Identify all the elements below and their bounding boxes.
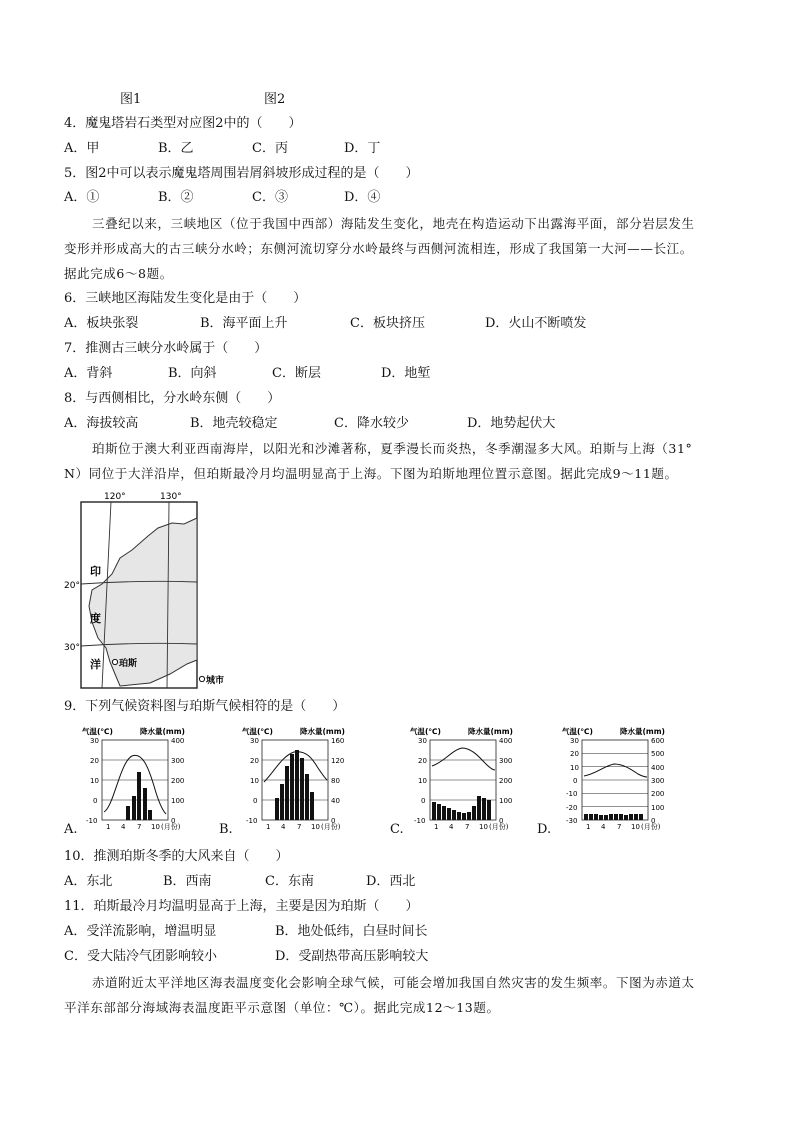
question-5-stem: 5．图2中可以表示魔鬼塔周围岩屑斜坡形成过程的是（ ） [64, 166, 419, 181]
q9-option-d[interactable]: D. [537, 822, 552, 837]
chart-d-ptick: 0 [651, 817, 656, 825]
lat-label-30: 30° [64, 643, 80, 653]
chart-b-temp-label: 气温(℃) [242, 727, 273, 736]
chart-d-bar [639, 814, 643, 820]
chart-c-ytick: 10 [418, 777, 427, 785]
q9-option-c[interactable]: C. [390, 822, 404, 837]
chart-d-xtick: 10 [631, 823, 640, 831]
chart-d-temp-curve [584, 764, 647, 777]
chart-a-bar [132, 796, 136, 820]
q10-option-c[interactable]: C．东南 [265, 874, 314, 889]
q11-option-b[interactable]: B．地处低纬，白昼时间长 [275, 924, 428, 939]
chart-d-bar [589, 814, 593, 820]
chart-a-ytick: -10 [86, 817, 98, 825]
q5-option-a[interactable]: A．① [64, 190, 100, 205]
chart-c-bar [472, 806, 476, 820]
q7-option-c[interactable]: C．断层 [272, 366, 321, 381]
chart-b-bar [285, 766, 289, 820]
chart-b-xtick: 7 [297, 823, 302, 831]
chart-a-month-label: (月份) [161, 823, 181, 831]
q4-option-c[interactable]: C．丙 [252, 141, 288, 156]
passage-3-line-1: 赤道附近太平洋地区海表温度变化会影响全球气候，可能会增加我国自然灾害的发生频率。下图为赤道太 [92, 975, 695, 990]
chart-a-bar [126, 806, 130, 820]
chart-a-ptick: 100 [171, 797, 185, 805]
chart-c-bar [482, 798, 486, 820]
lat-label-20: 20° [64, 581, 80, 591]
chart-b-bar [290, 754, 294, 820]
chart-b-bar [280, 784, 284, 820]
chart-b-bar [310, 792, 314, 820]
chart-d-bar [634, 814, 638, 820]
q5-option-b[interactable]: B．② [158, 190, 194, 205]
climate-chart-c [408, 726, 518, 838]
lon-label-120: 120° [104, 492, 126, 502]
lon-label-130: 130° [160, 492, 182, 502]
chart-b-ytick: 0 [253, 797, 258, 805]
passage-3-line-2: 平洋东部部分海域海表温度距平示意图（单位：℃）。据此完成12～13题。 [64, 1000, 500, 1015]
chart-c-ptick: 400 [499, 737, 513, 745]
q10-option-a[interactable]: A．东北 [64, 874, 113, 889]
q5-option-c[interactable]: C．③ [252, 190, 288, 205]
q10-option-b[interactable]: B．西南 [163, 874, 212, 889]
q11-option-d[interactable]: D．受副热带高压影响较大 [275, 949, 429, 964]
q6-option-d[interactable]: D．火山不断喷发 [485, 316, 587, 331]
passage-1-line-2: 变形并形成高大的古三峡分水岭；东侧河流切穿分水岭最终与西侧河流相连，形成了我国第一大河——长江。 [64, 241, 693, 256]
question-9-stem: 9．下列气候资料图与珀斯气候相符的是（ ） [64, 699, 346, 714]
question-4-stem: 4．魔鬼塔岩石类型对应图2中的（ ） [64, 116, 302, 131]
legend-city-marker [199, 676, 204, 681]
chart-a-bar [137, 772, 141, 820]
chart-c-xtick: 7 [465, 823, 470, 831]
chart-c-ptick: 100 [499, 797, 513, 805]
chart-a-bar [143, 788, 147, 820]
chart-d-ytick: 0 [573, 777, 578, 785]
chart-c-bar [437, 804, 441, 820]
q8-option-d[interactable]: D．地势起伏大 [467, 416, 556, 431]
chart-d-ptick: 600 [651, 737, 665, 745]
chart-d-bar [619, 814, 623, 820]
chart-c-month-label: (月份) [489, 823, 509, 831]
chart-c-bar [462, 813, 466, 820]
chart-c-bar [452, 810, 456, 820]
chart-d-xtick: 1 [586, 823, 591, 831]
chart-c-bar [467, 812, 471, 820]
passage-2-line-1: 珀斯位于澳大利亚西南海岸，以阳光和沙滩著称，夏季漫长而炎热，冬季潮湿多大风。珀斯与上海（31° [92, 441, 693, 456]
chart-b-ptick: 120 [331, 757, 345, 765]
chart-b-precip-label: 降水量(mm) [300, 727, 345, 736]
chart-d-bar [609, 814, 613, 820]
chart-d-ytick: 30 [570, 737, 579, 745]
q4-option-a[interactable]: A．甲 [64, 141, 100, 156]
chart-d-bar [624, 815, 628, 820]
chart-b-bar [275, 798, 279, 820]
climate-chart-b [240, 726, 350, 838]
chart-c-ptick: 0 [499, 817, 504, 825]
chart-c-temp-label: 气温(℃) [410, 727, 441, 736]
chart-b-xtick: 10 [311, 823, 320, 831]
chart-a-ptick: 300 [171, 757, 185, 765]
chart-d-ytick: 20 [570, 750, 579, 758]
q8-option-a[interactable]: A．海拔较高 [64, 416, 139, 431]
chart-d-ptick: 200 [651, 790, 665, 798]
chart-a-xtick: 10 [151, 823, 160, 831]
chart-b-ytick: 10 [250, 777, 259, 785]
chart-d-bar [629, 814, 633, 820]
chart-a-precip-label: 降水量(mm) [140, 727, 185, 736]
chart-c-ytick: 0 [421, 797, 426, 805]
q8-option-b[interactable]: B．地壳较稳定 [190, 416, 278, 431]
ocean-char-3: 洋 [90, 658, 101, 671]
chart-c-ytick: 30 [418, 737, 427, 745]
q4-option-d[interactable]: D．丁 [344, 141, 381, 156]
chart-b-bar [305, 774, 309, 820]
chart-b-ytick: 30 [250, 737, 259, 745]
chart-b-xtick: 4 [281, 823, 286, 831]
question-7-stem: 7．推测古三峡分水岭属于（ ） [64, 341, 268, 356]
perth-location-map [62, 488, 232, 693]
chart-b-xtick: 1 [266, 823, 271, 831]
chart-d-bar [614, 814, 618, 820]
q7-option-d[interactable]: D．地堑 [381, 366, 431, 381]
chart-d-bar [584, 814, 588, 820]
chart-c-bar [447, 808, 451, 820]
chart-d-xtick: 7 [617, 823, 622, 831]
chart-b-ptick: 80 [331, 777, 340, 785]
chart-a-xtick: 7 [137, 823, 142, 831]
chart-a-ytick: 20 [90, 757, 99, 765]
q8-option-c[interactable]: C．降水较少 [334, 416, 409, 431]
chart-a-ptick: 400 [171, 737, 185, 745]
chart-a-xtick: 1 [106, 823, 111, 831]
chart-a-ptick: 0 [171, 817, 176, 825]
climate-chart-a [80, 726, 190, 838]
chart-c-bar [487, 800, 491, 820]
q11-option-a[interactable]: A．受洋流影响，增温明显 [64, 924, 217, 939]
q9-option-b[interactable]: B. [219, 822, 233, 837]
chart-b-bar [295, 750, 299, 820]
passage-2-line-2: N）同位于大洋沿岸，但珀斯最冷月均温明显高于上海。下图为珀斯地理位置示意图。据此完成9～11题。 [64, 466, 678, 481]
q11-option-c[interactable]: C．受大陆冷气团影响较小 [64, 949, 217, 964]
chart-d-ptick: 100 [651, 804, 665, 812]
chart-d-ytick: 10 [570, 764, 579, 772]
chart-d-ptick: 300 [651, 777, 665, 785]
ocean-char-2: 度 [90, 612, 101, 625]
q6-option-b[interactable]: B．海平面上升 [200, 316, 288, 331]
chart-a-bar [148, 810, 152, 820]
q10-option-d[interactable]: D．西北 [366, 874, 416, 889]
chart-d-ptick: 500 [651, 750, 665, 758]
chart-b-month-label: (月份) [321, 823, 341, 831]
chart-d-xtick: 4 [601, 823, 606, 831]
q7-option-a[interactable]: A．背斜 [64, 366, 113, 381]
chart-d-ptick: 400 [651, 764, 665, 772]
chart-a-xtick: 4 [121, 823, 126, 831]
q4-option-b[interactable]: B．乙 [158, 141, 194, 156]
figure-1-label: 图1 [120, 92, 142, 107]
chart-c-xtick: 10 [479, 823, 488, 831]
passage-1-line-1: 三叠纪以来，三峡地区（位于我国中西部）海陆发生变化，地壳在构造运动下出露海平面，部分岩层发生 [92, 216, 695, 231]
perth-city-marker [112, 659, 117, 664]
chart-b-ptick: 40 [331, 797, 340, 805]
q6-option-a[interactable]: A．板块张裂 [64, 316, 139, 331]
chart-c-bar [477, 796, 481, 820]
chart-c-ytick: 20 [418, 757, 427, 765]
q7-option-b[interactable]: B．向斜 [168, 366, 217, 381]
q6-option-c[interactable]: C．板块挤压 [350, 316, 425, 331]
chart-c-ptick: 300 [499, 757, 513, 765]
chart-c-precip-label: 降水量(mm) [468, 727, 513, 736]
chart-d-temp-label: 气温(℃) [562, 727, 593, 736]
question-8-stem: 8．与西侧相比，分水岭东侧（ ） [64, 391, 281, 406]
perth-city-label: 珀斯 [119, 659, 138, 669]
chart-d-precip-label: 降水量(mm) [620, 727, 665, 736]
chart-b-ytick: -10 [246, 817, 258, 825]
chart-c-bar [432, 802, 436, 820]
chart-d-ytick: -20 [566, 804, 578, 812]
chart-a-ytick: 30 [90, 737, 99, 745]
chart-a-temp-label: 气温(℃) [82, 727, 113, 736]
chart-c-ytick: -10 [414, 817, 426, 825]
q9-option-a[interactable]: A. [64, 822, 78, 837]
ocean-char-1: 印 [90, 565, 101, 578]
chart-a-ptick: 200 [171, 777, 185, 785]
question-11-stem: 11．珀斯最冷月均温明显高于上海，主要是因为珀斯（ ） [64, 899, 419, 914]
chart-c-temp-curve [432, 748, 495, 770]
chart-b-ptick: 160 [331, 737, 345, 745]
chart-a-ytick: 0 [93, 797, 98, 805]
chart-c-bar [457, 812, 461, 820]
legend-city-label: 城市 [206, 676, 225, 686]
chart-d-bar [604, 815, 608, 820]
figure-2-label: 图2 [264, 92, 286, 107]
chart-c-ptick: 200 [499, 777, 513, 785]
chart-c-xtick: 4 [449, 823, 454, 831]
passage-1-line-3: 据此完成6～8题。 [64, 266, 173, 281]
chart-d-bar [599, 815, 603, 820]
chart-d-ytick: -10 [566, 790, 578, 798]
q5-option-d[interactable]: D．④ [344, 190, 381, 205]
chart-d-ytick: -30 [566, 817, 578, 825]
question-6-stem: 6．三峡地区海陆发生变化是由于（ ） [64, 291, 307, 306]
chart-b-ptick: 0 [331, 817, 336, 825]
chart-c-xtick: 1 [434, 823, 439, 831]
chart-a-ytick: 10 [90, 777, 99, 785]
chart-c-bar [442, 806, 446, 820]
climate-chart-d [560, 726, 675, 838]
question-10-stem: 10．推测珀斯冬季的大风来自（ ） [64, 849, 289, 864]
chart-d-month-label: (月份) [641, 823, 661, 831]
chart-b-ytick: 20 [250, 757, 259, 765]
chart-b-bar [300, 758, 304, 820]
chart-d-bar [594, 814, 598, 820]
